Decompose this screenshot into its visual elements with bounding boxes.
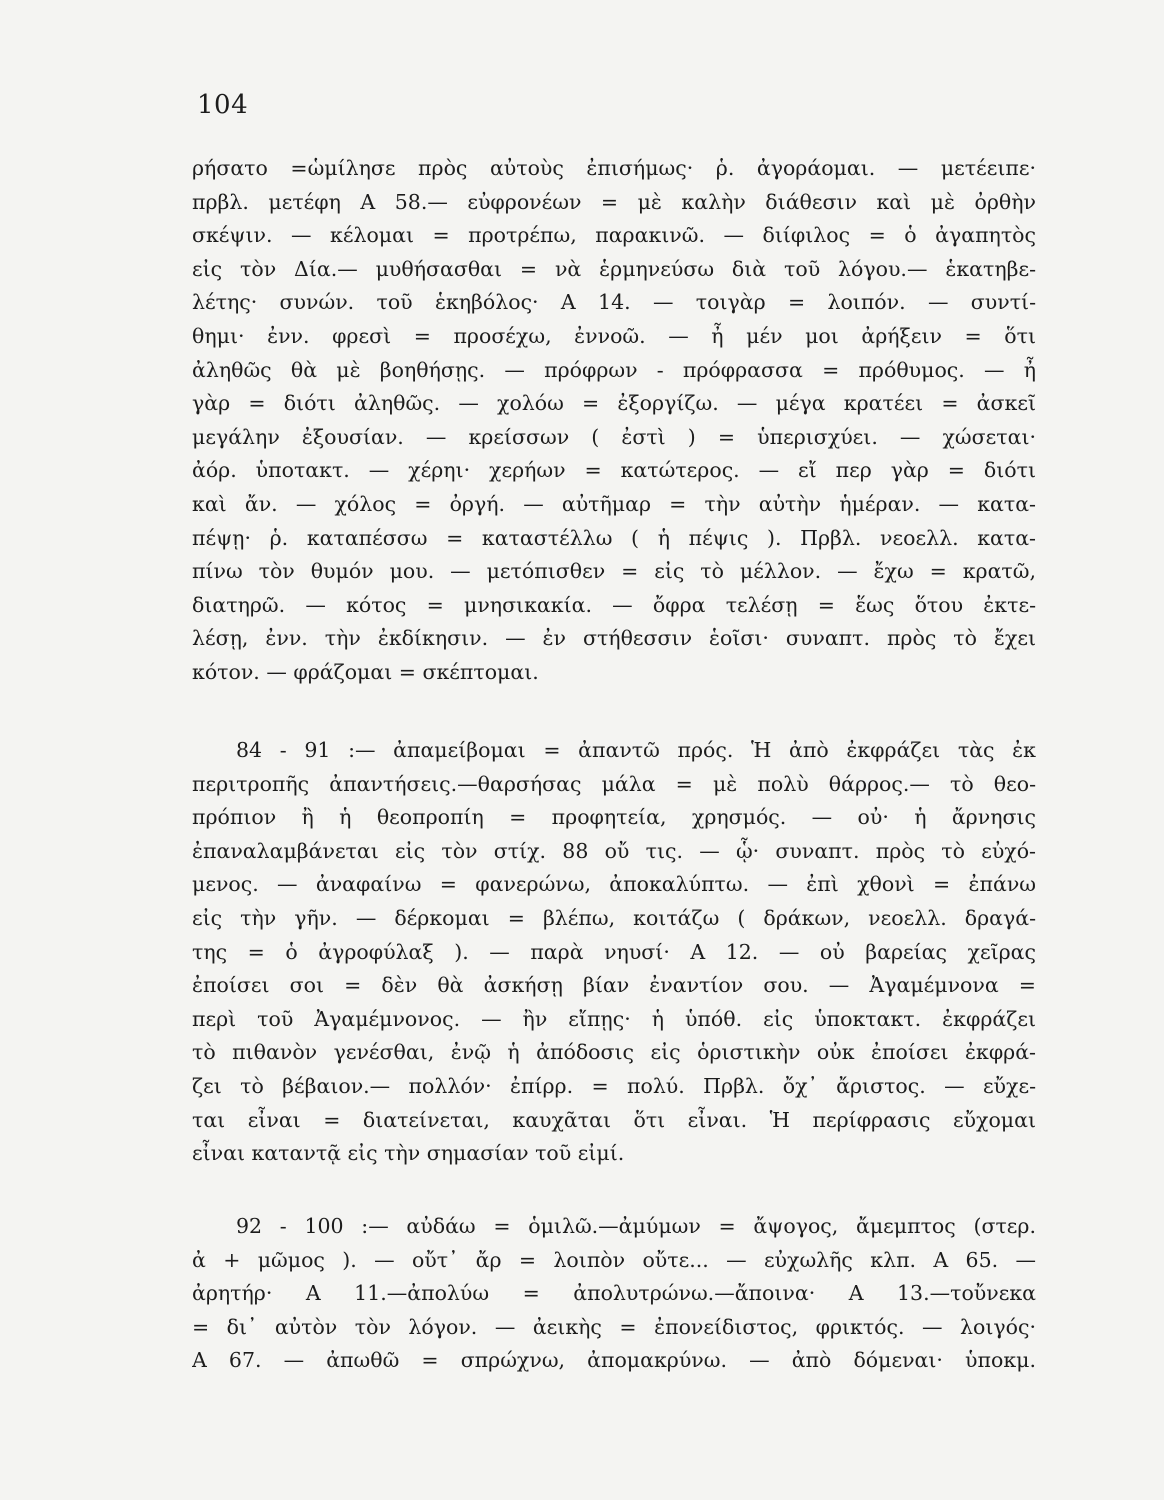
text-line: πρόπιον ἢ ἡ θεοπροπίη = προφητεία, χρησμός. — οὐ· ἡ ἄρνησις [192,805,1036,830]
text-line: πρβλ. μετέφη Α 58.— εὐφρονέων = μὲ καλὴν διάθεσιν καὶ μὲ ὀρθὴν [192,189,1036,214]
page-number: 104 [197,90,249,120]
text-line: γὰρ = διότι ἀληθῶς. — χολόω = ἐξοργίζω. — μέγα κρατέει = ἀσκεῖ [192,391,1036,416]
text-line: ἀόρ. ὑποτακτ. — χέρηι· χερήων = κατώτερος. — εἴ περ γὰρ = διότι [192,458,1036,483]
text-line: ἀληθῶς θὰ μὲ βοηθήσῃς. — πρόφρων - πρόφρασσα = πρόθυμος. — ἦ [192,357,1036,382]
text-line: μεγάλην ἐξουσίαν. — κρείσσων ( ἐστὶ ) = ὑπερισχύει. — χώσεται· [192,424,1036,449]
text-line: εἶναι καταντᾷ εἰς τὴν σημασίαν τοῦ εἰμί. [192,1141,625,1166]
text-line: ἀρητήρ· Α 11.—ἀπολύω = ἀπολυτρώνω.—ἄποινα· Α 13.—τοὔνεκα [192,1281,1036,1306]
paragraph-1 [192,152,1036,690]
text-line: λέσῃ, ἐνν. τὴν ἐκδίκησιν. — ἐν στήθεσσιν ἑοῖσι· συναπτ. πρὸς τὸ ἔχει [192,626,1036,651]
text-line: ἀ + μῶμος ). — οὔτ᾽ ἄρ = λοιπὸν οὔτε... — εὐχωλῆς κλπ. Α 65. — [192,1247,1036,1272]
text-line: 84 - 91 :— ἀπαμείβομαι = ἀπαντῶ πρός. Ἡ ἀπὸ ἐκφράζει τὰς ἐκ [236,738,1036,762]
text-line: Α 67. — ἀπωθῶ = σπρώχνω, ἀπομακρύνω. — ἀπὸ δόμεναι· ὑποκμ. [192,1348,1036,1373]
text-line: ἐπαναλαμβάνεται εἰς τὸν στίχ. 88 οὔ τις. — ᾧ· συναπτ. πρὸς τὸ εὐχό- [192,838,1036,863]
paragraph-2 [192,734,1036,1171]
text-line: τὸ πιθανὸν γενέσθαι, ἐνῷ ἡ ἀπόδοσις εἰς ὁριστικὴν οὐκ ἐποίσει ἐκφρά- [192,1040,1036,1065]
text-line: θημι· ἐνν. φρεσὶ = προσέχω, ἐννοῶ. — ἦ μέν μοι ἀρήξειν = ὅτι [192,323,1036,348]
text-line: περὶ τοῦ Ἀγαμέμνονος. — ἢν εἴπῃς· ἡ ὑπόθ. εἰς ὑποκτακτ. ἐκφράζει [192,1006,1036,1031]
text-line: πέψῃ· ῥ. καταπέσσω = καταστέλλω ( ἡ πέψις ). Πρβλ. νεοελλ. κατα- [192,525,1036,550]
text-line: διατηρῶ. — κότος = μνησικακία. — ὄφρα τελέσῃ = ἕως ὅτου ἐκτε- [192,592,1036,617]
text-line: καὶ ἄν. — χόλος = ὀργή. — αὐτῆμαρ = τὴν αὐτὴν ἡμέραν. — κατα- [192,491,1036,516]
text-line: ρήσατο =ὡμίλησε πρὸς αὐτοὺς ἐπισήμως· ῥ. ἀγοράομαι. — μετέειπε· [192,156,1036,180]
text-line: ζει τὸ βέβαιον.— πολλόν· ἐπίρρ. = πολύ. Πρβλ. ὄχ᾽ ἄριστος. — εὔχε- [192,1073,1036,1098]
text-line: μενος. — ἀναφαίνω = φανερώνω, ἀποκαλύπτω. — ἐπὶ χθονὶ = ἐπάνω [192,872,1036,897]
text-line: = δι᾽ αὐτὸν τὸν λόγον. — ἀεικὴς = ἐπονείδιστος, φρικτός. — λοιγός· [192,1314,1036,1339]
text-line: σκέψιν. — κέλομαι = προτρέπω, παρακινῶ. — διίφιλος = ὁ ἀγαπητὸς [192,223,1036,248]
text-line: 92 - 100 :— αὐδάω = ὁμιλῶ.—ἀμύμων = ἄψογος, ἄμεμπτος (στερ. [236,1214,1036,1238]
text-line: ἐποίσει σοι = δὲν θὰ ἀσκήσῃ βίαν ἐναντίον σου. — Ἀγαμέμνονα = [192,973,1036,998]
text-line: εἰς τὸν Δία.— μυθήσασθαι = νὰ ἑρμηνεύσω διὰ τοῦ λόγου.— ἑκατηβε- [192,256,1036,281]
text-line: λέτης· συνών. τοῦ ἑκηβόλος· Α 14. — τοιγὰρ = λοιπόν. — συντί- [192,290,1036,315]
text-line: περιτροπῆς ἀπαντήσεις.—θαρσήσας μάλα = μὲ πολὺ θάρρος.— τὸ θεο- [192,771,1036,796]
text-line: πίνω τὸν θυμόν μου. — μετόπισθεν = εἰς τὸ μέλλον. — ἔχω = κρατῶ, [192,559,1036,584]
text-line: ται εἶναι = διατείνεται, καυχᾶται ὅτι εἶναι. Ἡ περίφρασις εὔχομαι [192,1107,1036,1132]
paragraph-3 [192,1210,1036,1378]
text-line: εἰς τὴν γῆν. — δέρκομαι = βλέπω, κοιτάζω ( δράκων, νεοελλ. δραγά- [192,905,1036,930]
text-line: της = ὁ ἀγροφύλαξ ). — παρὰ νηυσί· Α 12. — οὐ βαρείας χεῖρας [192,939,1036,964]
text-line: κότον. — φράζομαι = σκέπτομαι. [192,659,539,684]
